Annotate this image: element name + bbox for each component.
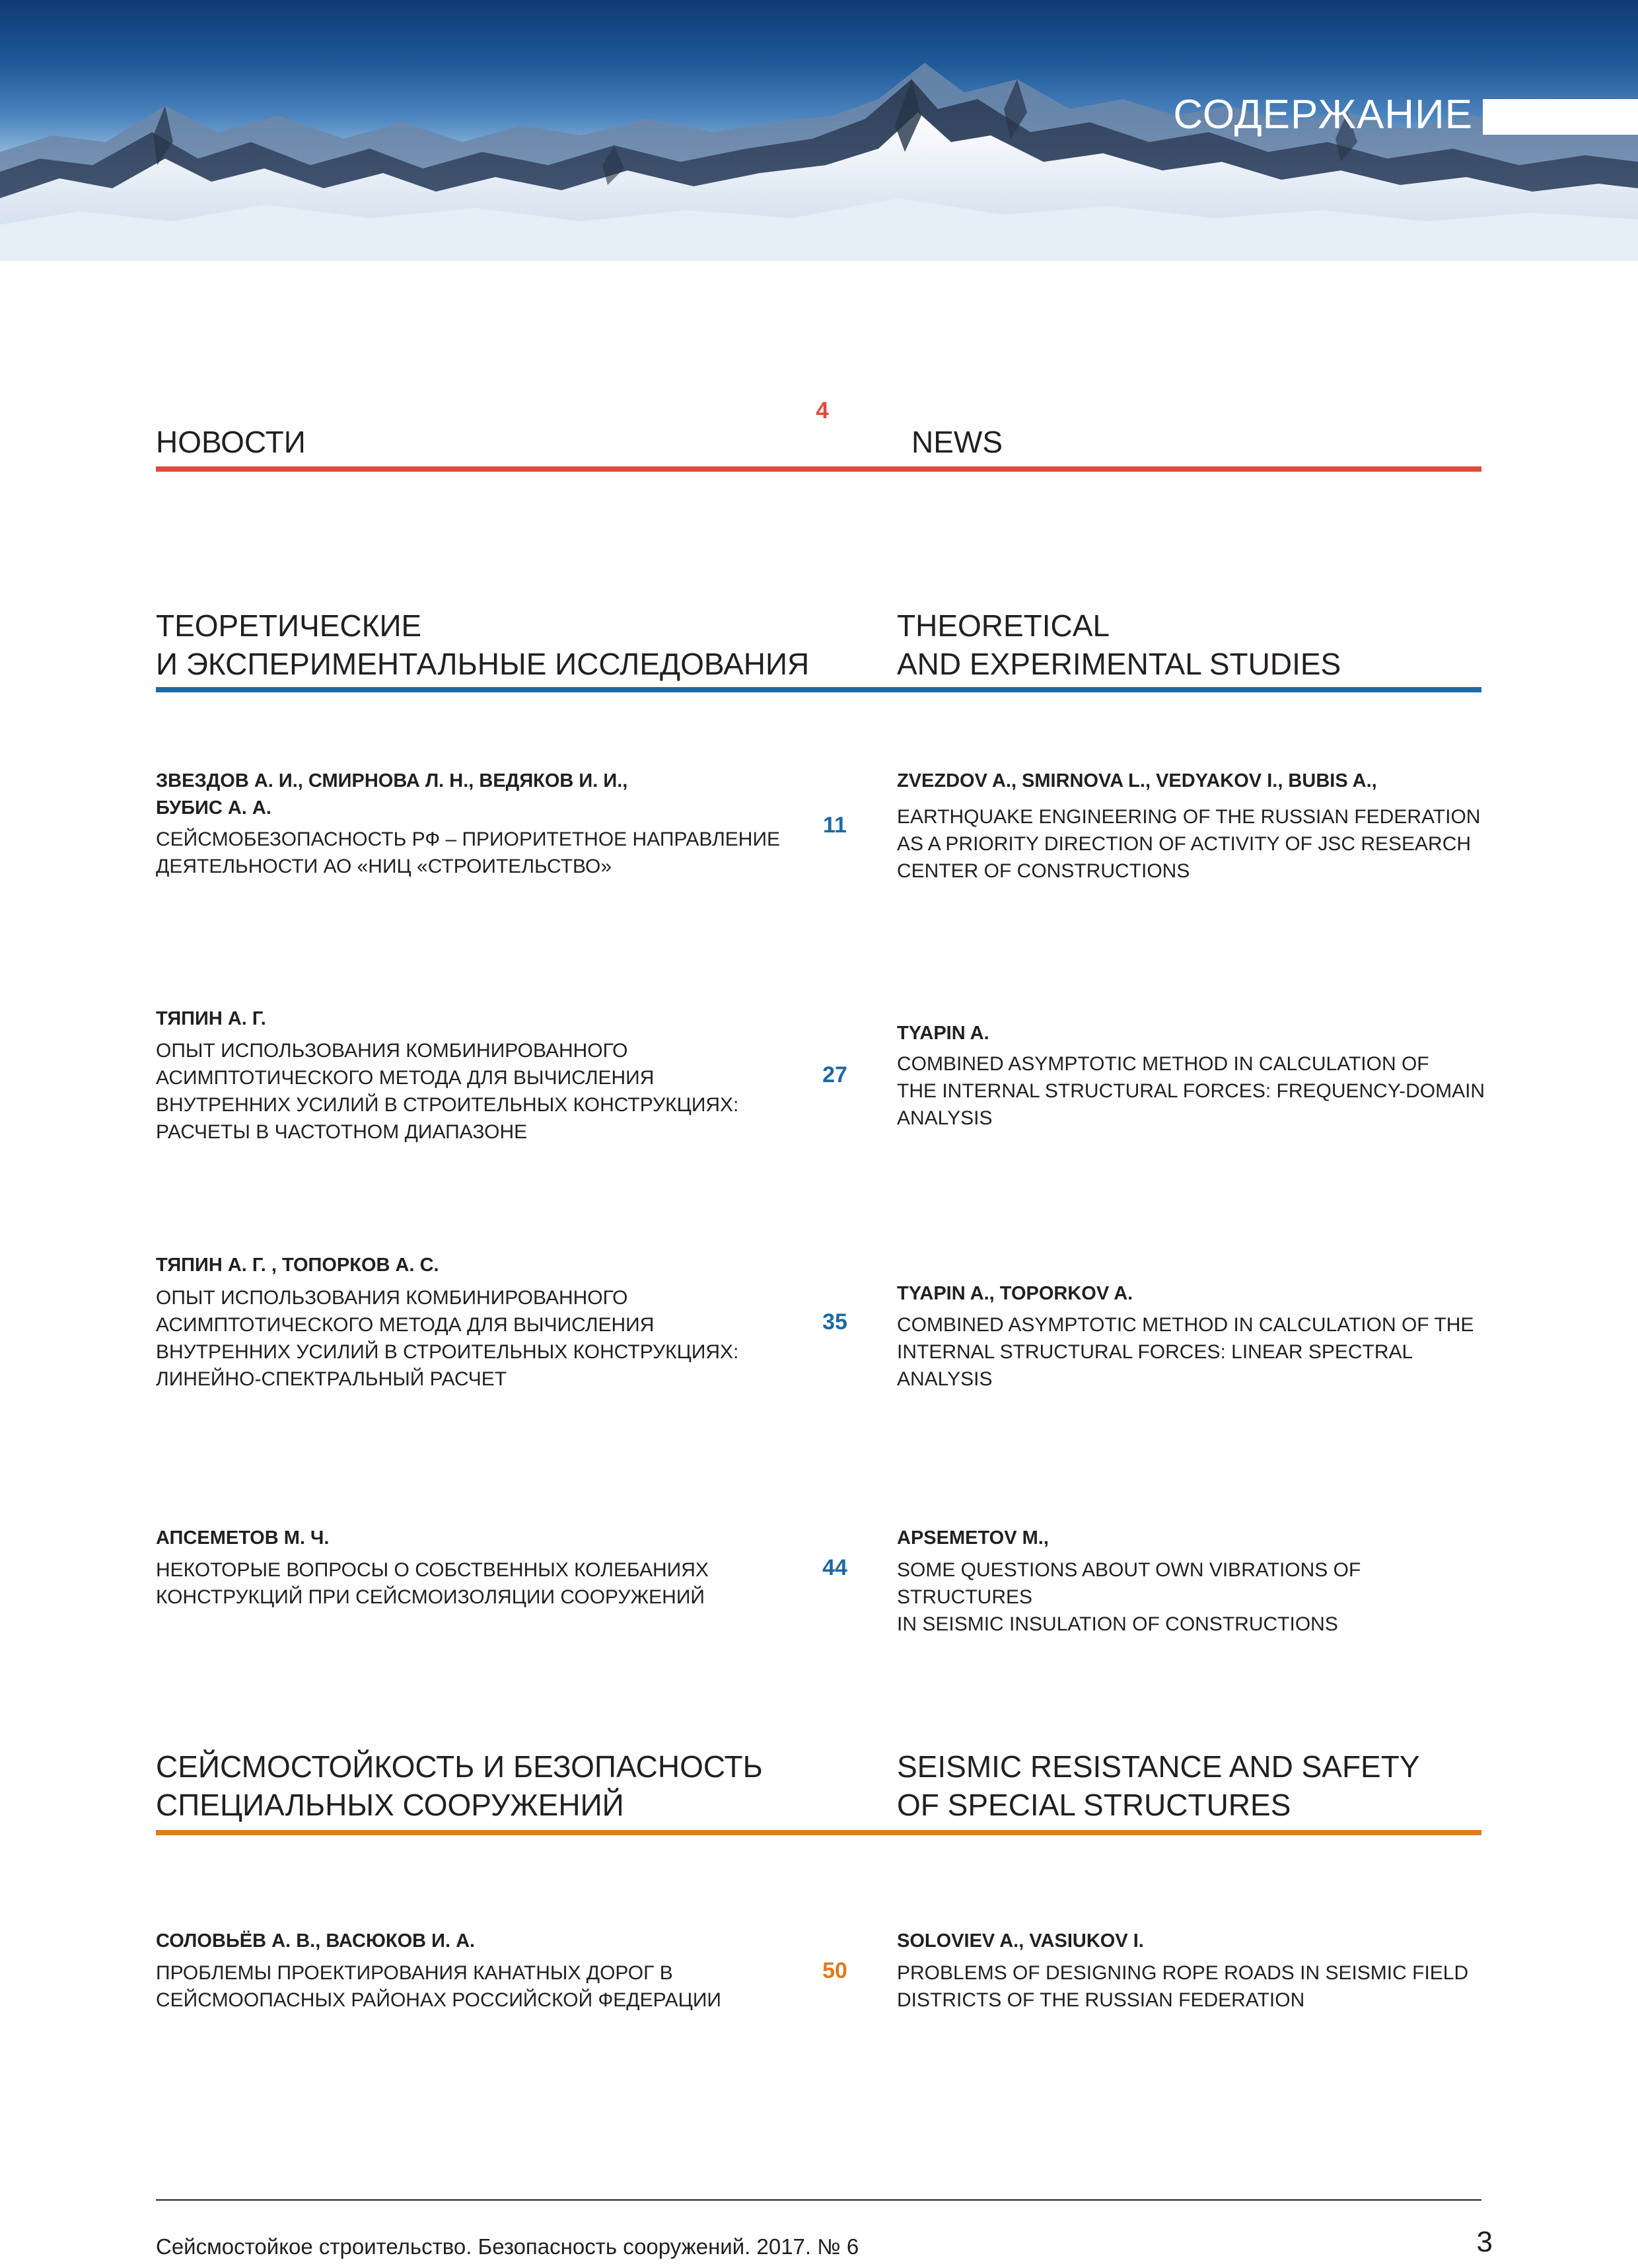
section-news-ru: НОВОСТИ bbox=[156, 425, 306, 459]
article-page-number[interactable]: 44 bbox=[822, 1555, 847, 1580]
footer-rule bbox=[156, 2199, 1481, 2201]
mountain-banner bbox=[0, 0, 1638, 261]
article-authors-ru: ЗВЕЗДОВ А. И., СМИРНОВА Л. Н., ВЕДЯКОВ И. И., БУБИС А. А. bbox=[156, 770, 628, 819]
section-news-en: NEWS bbox=[911, 425, 1003, 459]
article-title-en: PROBLEMS OF DESIGNING ROPE ROADS IN SEISMIC FIELD DISTRICTS OF THE RUSSIAN FEDERATION bbox=[897, 1962, 1469, 2011]
section-seismic-rule bbox=[156, 1830, 1481, 1835]
article-authors-ru: ТЯПИН А. Г. , ТОПОРКОВ А. С. bbox=[156, 1255, 439, 1276]
article-authors-en: TYAPIN A. bbox=[897, 1023, 989, 1044]
article-page-number[interactable]: 50 bbox=[822, 1958, 847, 1983]
title-tab bbox=[1483, 99, 1638, 135]
article-title-en: COMBINED ASYMPTOTIC METHOD IN CALCULATION OF THE INTERNAL STRUCTURAL FORCES: LINEAR SPECTRAL ANALYSIS bbox=[897, 1314, 1474, 1390]
article-title-en: SOME QUESTIONS ABOUT OWN VIBRATIONS OF STRUCTURES IN SEISMIC INSULATION OF CONSTRUCTIONS bbox=[897, 1559, 1361, 1635]
article-title-en: EARTHQUAKE ENGINEERING OF THE RUSSIAN FEDERATION AS A PRIORITY DIRECTION OF ACTIVITY OF JSC RESEARCH CENTER OF CONSTRUCTIONS bbox=[897, 806, 1481, 882]
section-theoretical-en: THEORETICAL AND EXPERIMENTAL STUDIES bbox=[897, 608, 1341, 681]
article-authors-ru: АПСЕМЕТОВ М. Ч. bbox=[156, 1527, 330, 1549]
article-title-ru: ПРОБЛЕМЫ ПРОЕКТИРОВАНИЯ КАНАТНЫХ ДОРОГ В СЕЙСМООПАСНЫХ РАЙОНАХ РОССИЙСКОЙ ФЕДЕРАЦИИ bbox=[156, 1962, 721, 2011]
article-authors-en: APSEMETOV M., bbox=[897, 1527, 1049, 1549]
section-seismic-ru: СЕЙСМОСТОЙКОСТЬ И БЕЗОПАСНОСТЬ СПЕЦИАЛЬНЫХ СООРУЖЕНИЙ bbox=[156, 1749, 763, 1822]
section-news-page: 4 bbox=[816, 398, 829, 423]
article-authors-ru: СОЛОВЬЁВ А. В., ВАСЮКОВ И. А. bbox=[156, 1930, 476, 1952]
article-authors-en: ZVEZDOV A., SMIRNOVA L., VEDYAKOV I., BUBIS A., bbox=[897, 770, 1377, 791]
article-page-number[interactable]: 35 bbox=[822, 1309, 847, 1335]
article-title-en: COMBINED ASYMPTOTIC METHOD IN CALCULATION OF THE INTERNAL STRUCTURAL FORCES: FREQUENCY-DOMAIN ANALYSIS bbox=[897, 1053, 1485, 1129]
page-title: СОДЕРЖАНИЕ bbox=[1173, 92, 1473, 137]
footer-journal: Сейсмостойкое строительство. Безопасность сооружений. 2017. № 6 bbox=[156, 2234, 859, 2259]
article-page-number[interactable]: 11 bbox=[823, 813, 847, 838]
section-theoretical-ru: ТЕОРЕТИЧЕСКИЕ И ЭКСПЕРИМЕНТАЛЬНЫЕ ИССЛЕДОВАНИЯ bbox=[156, 608, 810, 681]
section-theoretical-rule bbox=[156, 687, 1481, 692]
page-number: 3 bbox=[1476, 2226, 1493, 2258]
article-authors-en: TYAPIN A., TOPORKOV A. bbox=[897, 1283, 1133, 1304]
section-news-rule bbox=[156, 466, 1481, 472]
article-title-ru: ОПЫТ ИСПОЛЬЗОВАНИЯ КОМБИНИРОВАННОГО АСИМПТОТИЧЕСКОГО МЕТОДА ДЛЯ ВЫЧИСЛЕНИЯ ВНУТРЕННИХ УСИЛИЙ В СТРОИТЕЛЬНЫХ КОНСТРУКЦИЯХ: РАСЧЕТЫ В ЧАСТОТНОМ ДИАПАЗОНЕ bbox=[156, 1040, 739, 1143]
article-authors-en: SOLOVIEV A., VASIUKOV I. bbox=[897, 1930, 1144, 1952]
article-authors-ru: ТЯПИН А. Г. bbox=[156, 1008, 266, 1029]
article-title-ru: СЕЙСМОБЕЗОПАСНОСТЬ РФ – ПРИОРИТЕТНОЕ НАПРАВЛЕНИЕ ДЕЯТЕЛЬНОСТИ АО «НИЦ «СТРОИТЕЛЬСТВО» bbox=[156, 828, 781, 877]
article-page-number[interactable]: 27 bbox=[822, 1062, 847, 1087]
article-title-ru: НЕКОТОРЫЕ ВОПРОСЫ О СОБСТВЕННЫХ КОЛЕБАНИЯХ КОНСТРУКЦИЙ ПРИ СЕЙСМОИЗОЛЯЦИИ СООРУЖЕНИЙ bbox=[156, 1559, 709, 1608]
article-title-ru: ОПЫТ ИСПОЛЬЗОВАНИЯ КОМБИНИРОВАННОГО АСИМПТОТИЧЕСКОГО МЕТОДА ДЛЯ ВЫЧИСЛЕНИЯ ВНУТРЕННИХ УСИЛИЙ В СТРОИТЕЛЬНЫХ КОНСТРУКЦИЯХ: ЛИНЕЙНО-СПЕКТРАЛЬНЫЙ РАСЧЕТ bbox=[156, 1287, 739, 1390]
section-seismic-en: SEISMIC RESISTANCE AND SAFETY OF SPECIAL STRUCTURES bbox=[897, 1749, 1420, 1822]
